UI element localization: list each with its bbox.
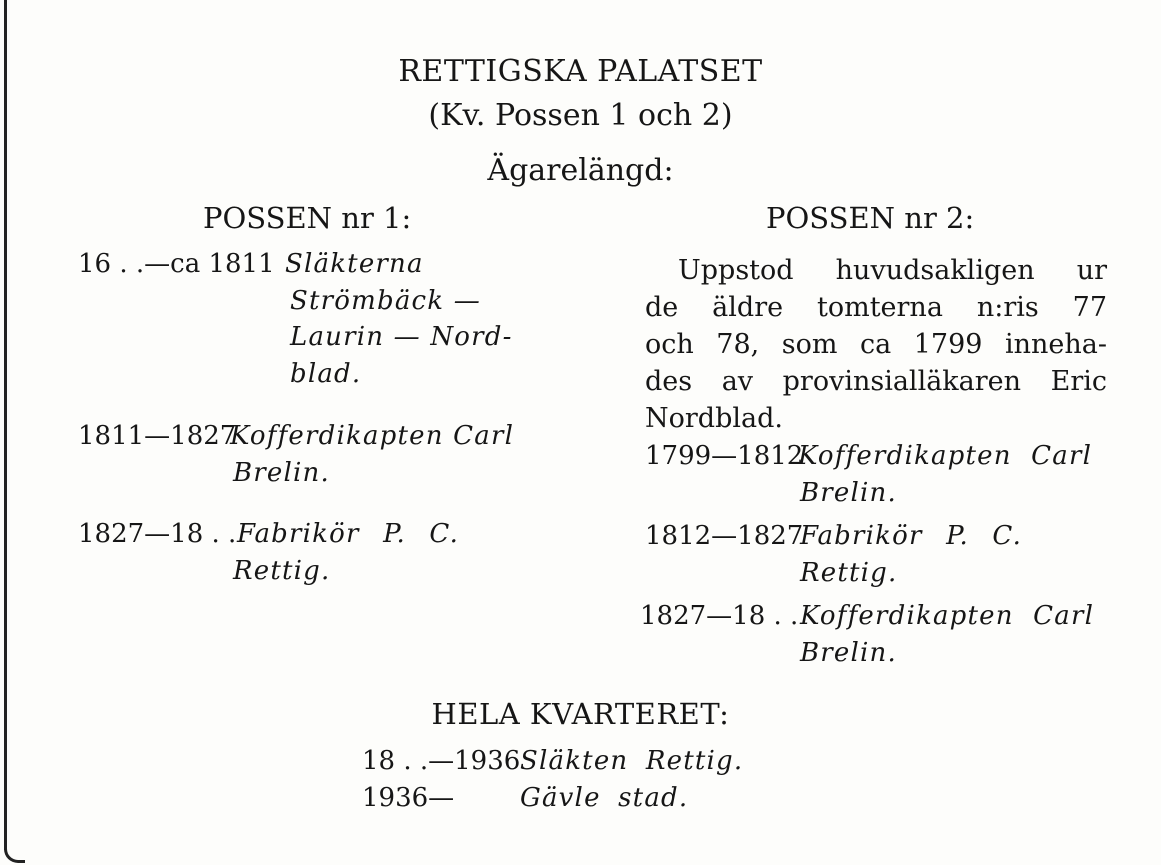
intro-line: och 78, som ca 1799 inneha- (645, 329, 1107, 360)
possen2-intro (645, 252, 1107, 437)
owner-text: Gävle stad. (520, 783, 689, 813)
owner-line: Kofferdikapten Carl (230, 421, 515, 451)
entry-date: 18 . .—1936 (362, 746, 521, 776)
intro-line: des av provinsialläkaren Eric (645, 366, 1107, 397)
owner-line: Släkterna (285, 249, 424, 279)
entry-date: 1936— (362, 783, 455, 813)
document-subtitle: (Kv. Possen 1 och 2) (428, 98, 733, 133)
entry-date: 1827—18 . . (78, 519, 237, 549)
owner-line: Fabrikör P. C. (800, 521, 1023, 551)
owner-line: Fabrikör P. C. (237, 519, 460, 549)
owner-line: Rettig. (800, 558, 898, 588)
owner-line: Strömbäck — (290, 286, 481, 316)
possen1-heading: POSSEN nr 1: (203, 201, 412, 235)
intro-line: Nordblad. (645, 403, 783, 434)
document-title: RETTIGSKA PALATSET (398, 54, 763, 89)
hela-kvarteret-heading: HELA KVARTERET: (431, 697, 730, 731)
entry-date: 16 . .—ca 1811 (78, 249, 275, 279)
entry-date: 1811—1827 (78, 421, 237, 451)
owner-line: Kofferdikapten Carl (800, 601, 1095, 631)
corner-curl-mark (4, 842, 25, 863)
owner-line: Brelin. (800, 638, 897, 668)
entry-date: 1812—1827 (645, 521, 804, 551)
owner-line: Laurin — Nord- (290, 322, 513, 352)
owner-line: blad. (290, 359, 362, 389)
owner-line: Rettig. (233, 556, 331, 586)
possen2-heading: POSSEN nr 2: (766, 201, 975, 235)
owner-line: Brelin. (800, 478, 897, 508)
intro-line: de äldre tomterna n:ris 77 (645, 292, 1107, 323)
section-label: Ägarelängd: (487, 153, 674, 188)
owner-line: Kofferdikapten Carl (798, 441, 1093, 471)
intro-line: Uppstod huvudsakligen ur (678, 255, 1107, 286)
owner-text: Släkten Rettig. (520, 746, 744, 776)
entry-date: 1799—1812 (645, 441, 804, 471)
entry-date: 1827—18 . . (640, 601, 799, 631)
owner-line: Brelin. (233, 458, 330, 488)
